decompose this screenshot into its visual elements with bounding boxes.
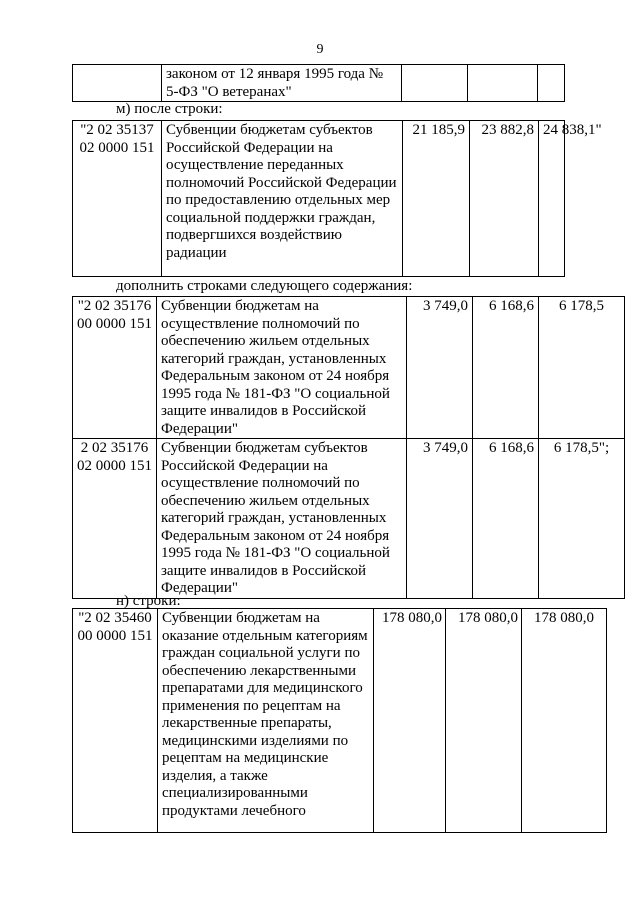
value-cell: 21 185,9 — [403, 121, 470, 277]
description-cell: Субвенции бюджетам на осуществление полномочий по обеспечению жильем отдельных категорий граждан, установленных Федеральным законом от 24 ноября 1995 года № 181-ФЗ "О социальной защите инвалидов в Российской Федерации" — [157, 297, 407, 439]
value-cell — [538, 65, 565, 102]
table-continuation — [72, 64, 565, 102]
value-cell: 178 080,0 — [522, 609, 607, 833]
description-cell: законом от 12 января 1995 года № 5-ФЗ "О ветеранах" — [162, 65, 402, 102]
table-n — [72, 608, 607, 833]
section-caption-n: н) строки: — [116, 593, 181, 609]
value-cell: 6 178,5"; — [539, 439, 625, 599]
budget-code-cell: "2 02 35460 00 0000 151 — [73, 609, 158, 833]
section-caption-add: дополнить строками следующего содержания: — [116, 278, 413, 294]
budget-code-cell: "2 02 35137 02 0000 151 — [73, 121, 162, 277]
table-row — [73, 439, 625, 599]
value-cell: 6 178,5 — [539, 297, 625, 439]
value-cell: 178 080,0 — [446, 609, 522, 833]
table-add — [72, 296, 625, 599]
value-cell: 24 838,1" — [539, 121, 565, 277]
page-number: 9 — [316, 42, 324, 57]
value-cell: 6 168,6 — [473, 439, 539, 599]
value-cell: 23 882,8 — [470, 121, 539, 277]
value-cell — [402, 65, 468, 102]
budget-code-cell: "2 02 35176 00 0000 151 — [73, 297, 157, 439]
description-cell: Субвенции бюджетам субъектов Российской Федерации на осуществление полномочий по обеспечению жильем отдельных категорий граждан, установленных Федеральным законом от 24 ноября 1995 года № 181-ФЗ "О социальной защите инвалидов в Российской Федерации" — [157, 439, 407, 599]
description-cell: Субвенции бюджетам на оказание отдельным категориям граждан социальной услуги по обеспечению лекарственными препаратами для медицинского применения по рецептам на лекарственные препараты, медицинскими изделиями по рецептам на медицинские изделия, а также специализированными продуктами лечебного — [158, 609, 374, 833]
table-row — [73, 297, 625, 439]
value-cell: 178 080,0 — [374, 609, 446, 833]
budget-code-cell — [73, 65, 162, 102]
description-cell: Субвенции бюджетам субъектов Российской Федерации на осуществление переданных полномочий Российской Федерации по предоставлению отдельных мер социальной поддержки граждан, подвергшихся воздействию радиации — [162, 121, 403, 277]
table-row — [73, 121, 565, 277]
budget-code-cell: 2 02 35176 02 0000 151 — [73, 439, 157, 599]
table-m — [72, 120, 602, 277]
value-cell: 3 749,0 — [407, 439, 473, 599]
section-caption-m: м) после строки: — [116, 101, 223, 117]
value-cell — [468, 65, 538, 102]
value-cell: 6 168,6 — [473, 297, 539, 439]
value-cell: 3 749,0 — [407, 297, 473, 439]
table-row — [73, 609, 607, 833]
table-row — [73, 65, 565, 102]
